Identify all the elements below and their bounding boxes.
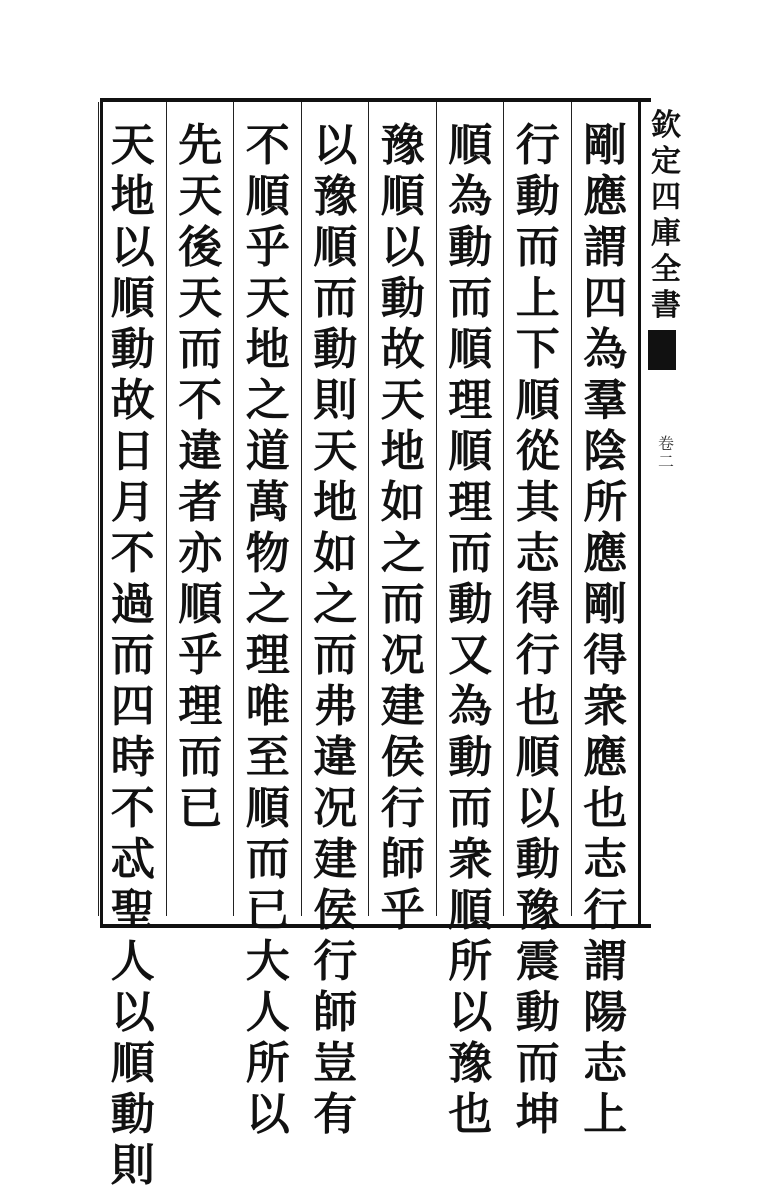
- text-column-7: [166, 102, 234, 916]
- column-text: 豫 順 以 動 故 天 地 如 之 而 况 建 侯 行 師 乎: [380, 120, 425, 936]
- text-column-8: [98, 102, 166, 1191]
- column-text: 行 動 而 上 下 順 從 其 志 得 行 也 順 以 動 豫 震 動 而 坤: [515, 120, 560, 1140]
- text-column-4: [368, 102, 436, 936]
- text-column-3: [436, 102, 504, 1140]
- column-text: 剛 應 謂 四 為 羣 陰 所 應 剛 得 衆 應 也 志 行 謂 陽 志 上: [583, 120, 628, 1140]
- text-column-1: [571, 102, 639, 1140]
- fishtail-mark: [648, 330, 676, 370]
- text-column-6: [233, 102, 301, 1140]
- text-column-5: [301, 102, 369, 1140]
- column-text: 順 為 動 而 順 理 順 理 而 動 又 為 動 而 衆 順 所 以 豫 也: [448, 120, 493, 1140]
- column-text: 天 地 以 順 動 故 日 月 不 過 而 四 時 不 忒 聖 人 以 順 動 則: [110, 120, 155, 1191]
- margin-book-title: 欽 定 四 庫 全 書: [651, 108, 681, 323]
- column-text: 先 天 後 天 而 不 違 者 亦 順 乎 理 而 已: [178, 120, 223, 834]
- margin-volume-label: 卷 二: [657, 434, 674, 471]
- text-column-2: [503, 102, 571, 1140]
- column-text: 以 豫 順 而 動 則 天 地 如 之 而 弗 違 况 建 侯 行 師 豈 有: [313, 120, 358, 1140]
- page-border-right: [638, 98, 641, 924]
- column-text: 不 順 乎 天 地 之 道 萬 物 之 理 唯 至 順 而 已 大 人 所 以: [245, 120, 290, 1140]
